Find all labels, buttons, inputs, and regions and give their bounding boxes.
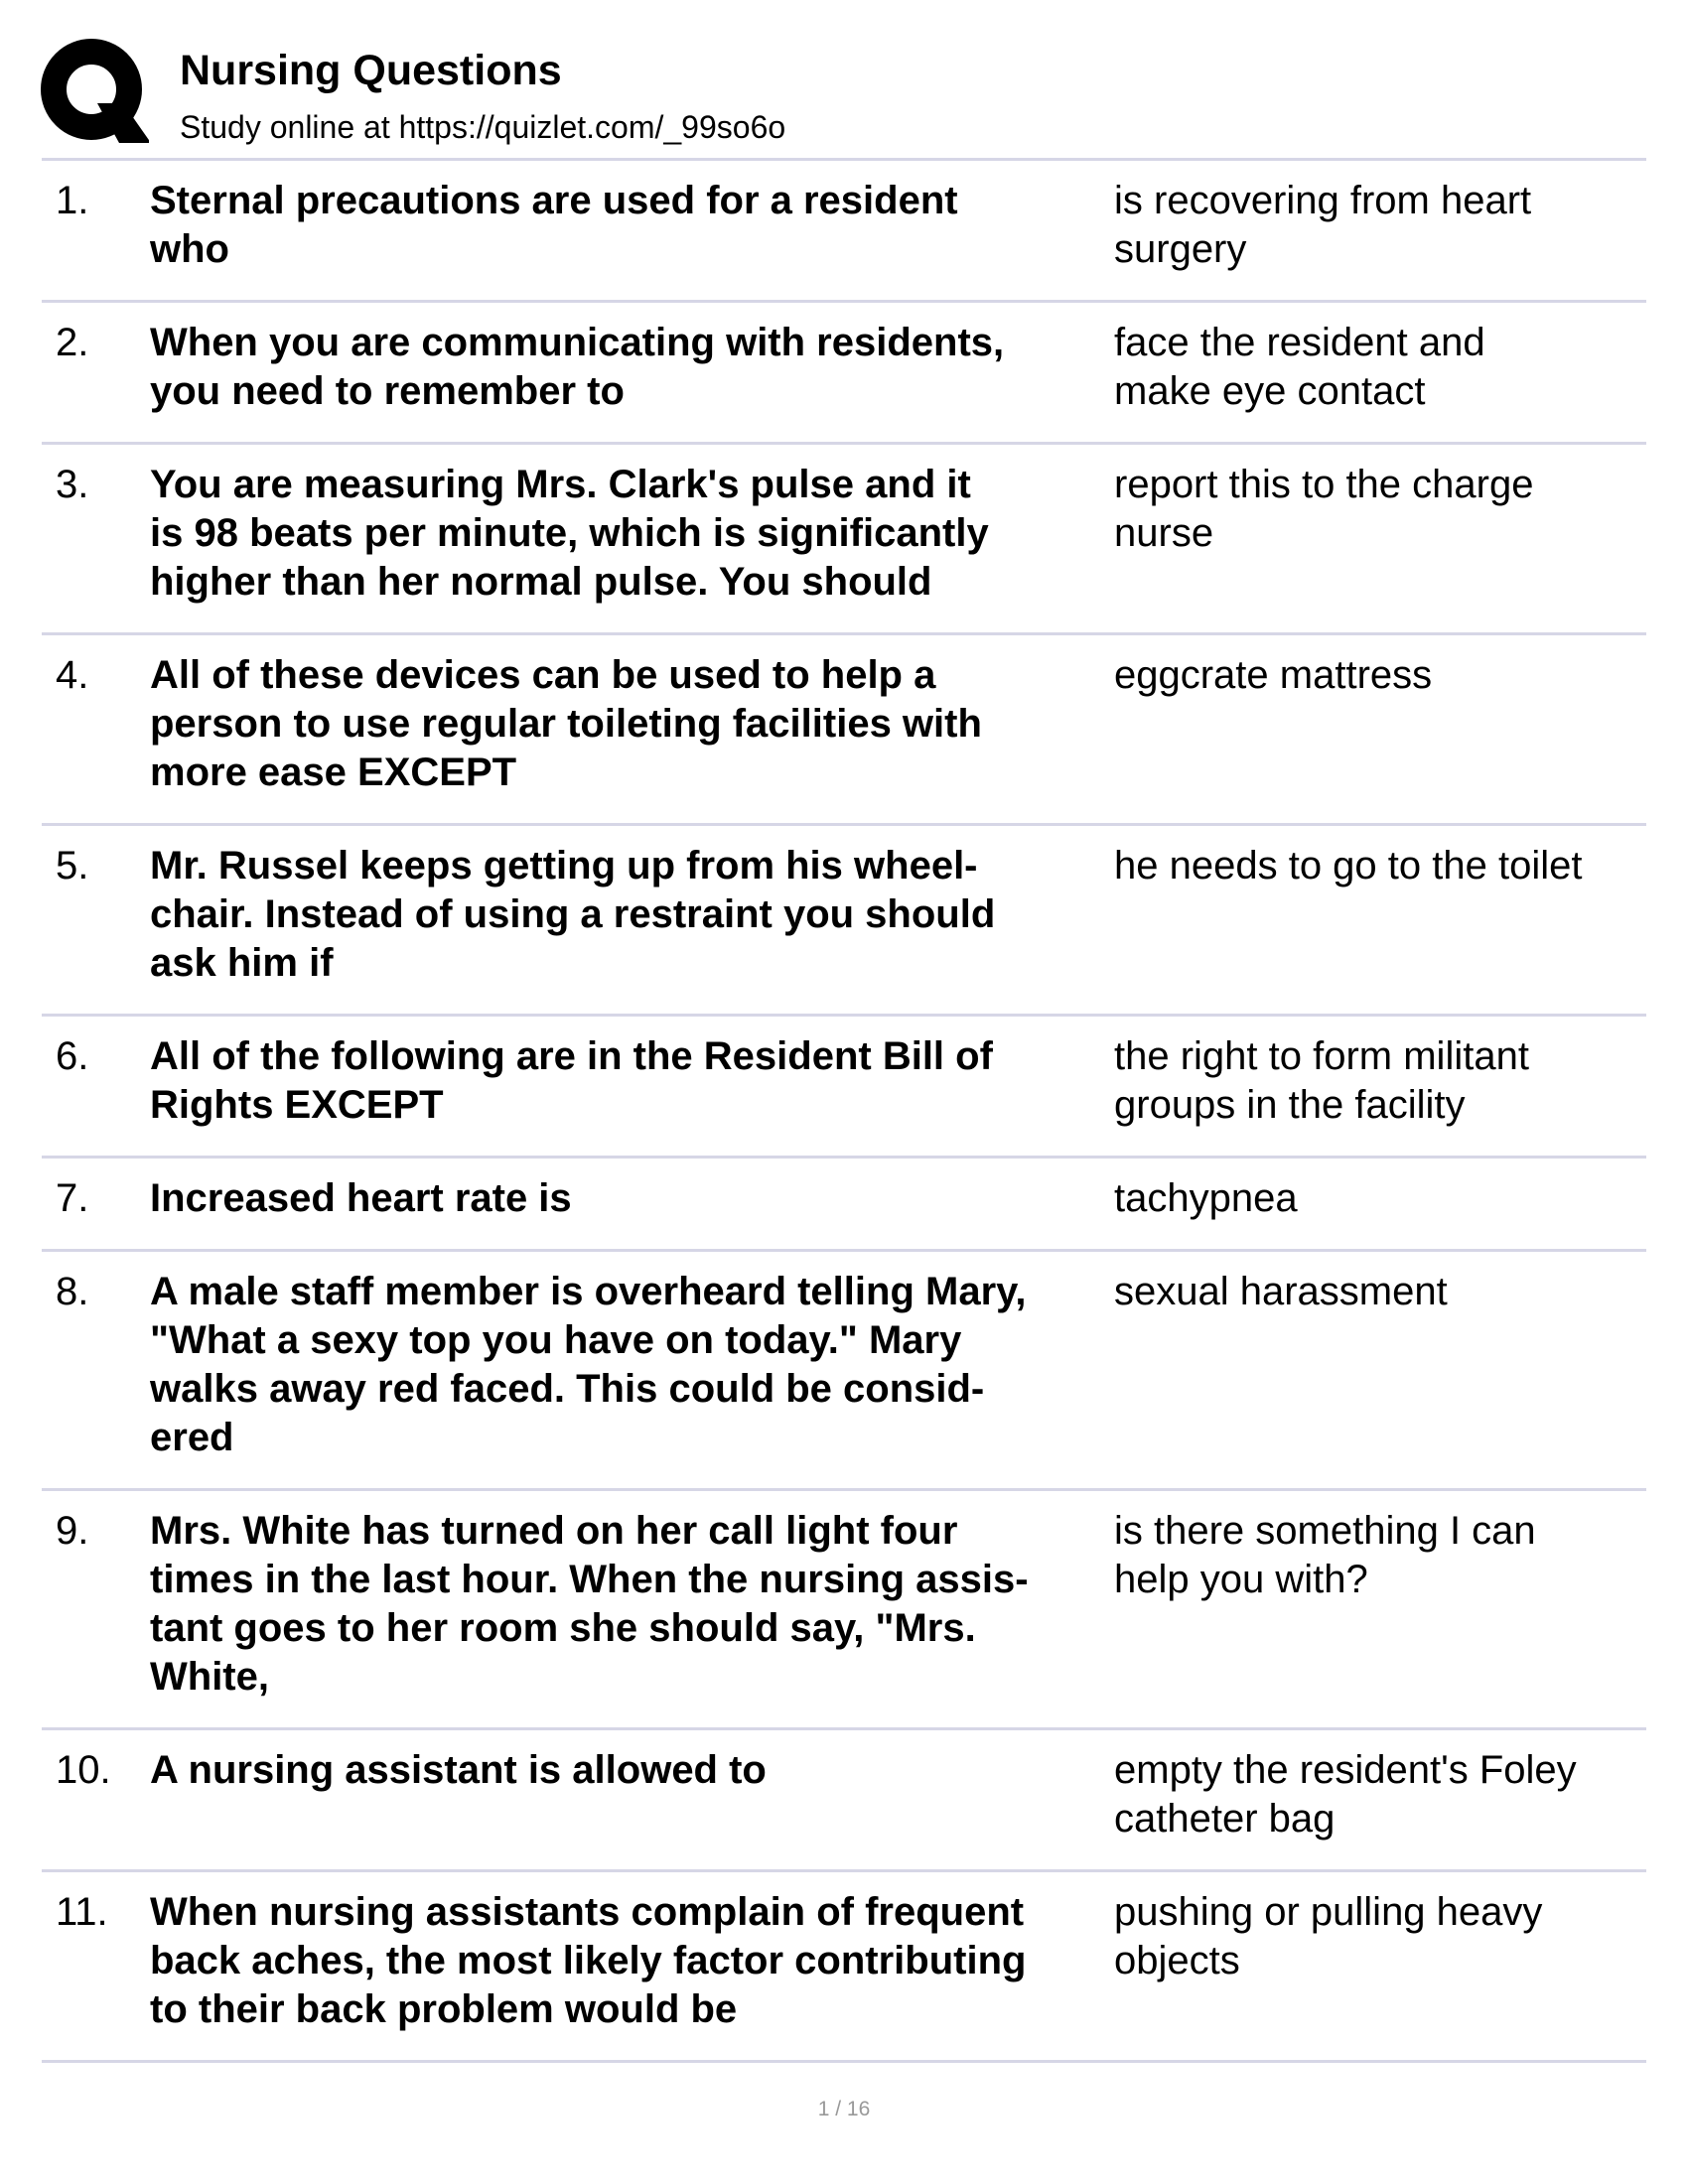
card-term: Mrs. White has turned on her call light four times in the last hour. When the nursing assis- tant goes to her room she should say, "Mrs. White, [150, 1509, 1029, 1699]
card-number: 8. [56, 1270, 89, 1313]
flashcard-row [42, 826, 1646, 1017]
card-number: 1. [56, 179, 89, 222]
flashcard-row [42, 161, 1646, 303]
card-term: A male staff member is overheard telling Mary, "What a sexy top you have on today." Mary walks away red faced. This could be consid- ered [150, 1270, 1027, 1459]
card-definition: the right to form militant groups in the facility [1114, 1034, 1529, 1127]
page-header [40, 38, 1648, 157]
card-number: 4. [56, 653, 89, 697]
flashcard-list [42, 161, 1646, 2063]
card-term: You are measuring Mrs. Clark's pulse and it is 98 beats per minute, which is significantly higher than her normal pulse. You should [150, 463, 989, 604]
card-number: 10. [56, 1748, 111, 1792]
quizlet-q-logo-icon [40, 38, 149, 147]
study-online-link[interactable]: Study online at https://quizlet.com/_99so6o [180, 109, 786, 145]
flashcard-row [42, 1159, 1646, 1252]
card-definition: he needs to go to the toilet [1114, 844, 1583, 887]
card-term: When you are communicating with residents, you need to remember to [150, 321, 1005, 413]
flashcard-row [42, 1491, 1646, 1730]
card-term: A nursing assistant is allowed to [150, 1748, 767, 1792]
flashcard-row [42, 1730, 1646, 1872]
document-title: Nursing Questions [180, 47, 562, 94]
card-term: Mr. Russel keeps getting up from his wheel- chair. Instead of using a restraint you should ask him if [150, 844, 996, 985]
card-definition: sexual harassment [1114, 1270, 1448, 1313]
flashcard-row [42, 1872, 1646, 2063]
card-number: 6. [56, 1034, 89, 1078]
flashcard-row [42, 303, 1646, 445]
card-number: 2. [56, 321, 89, 364]
flashcard-row [42, 1252, 1646, 1491]
card-definition: tachypnea [1114, 1176, 1298, 1220]
card-number: 11. [56, 1890, 108, 1934]
card-term: All of these devices can be used to help a person to use regular toileting facilities with more ease EXCEPT [150, 653, 982, 794]
card-definition: eggcrate mattress [1114, 653, 1433, 697]
card-term: Increased heart rate is [150, 1176, 572, 1220]
card-number: 3. [56, 463, 89, 506]
flashcard-row [42, 445, 1646, 635]
page-indicator: 1 / 16 [817, 2098, 871, 2120]
card-number: 9. [56, 1509, 89, 1553]
card-definition: report this to the charge nurse [1114, 463, 1534, 555]
card-term: Sternal precautions are used for a resident who [150, 179, 958, 271]
flashcard-row [42, 1017, 1646, 1159]
card-definition: empty the resident's Foley catheter bag [1114, 1748, 1577, 1841]
card-definition: pushing or pulling heavy objects [1114, 1890, 1543, 1982]
flashcard-row [42, 635, 1646, 826]
card-definition: face the resident and make eye contact [1114, 321, 1485, 413]
card-definition: is there something I can help you with? [1114, 1509, 1536, 1601]
card-definition: is recovering from heart surgery [1114, 179, 1532, 271]
card-number: 5. [56, 844, 89, 887]
card-term: When nursing assistants complain of frequent back aches, the most likely factor contributing to their back problem would be [150, 1890, 1027, 2031]
card-term: All of the following are in the Resident Bill of Rights EXCEPT [150, 1034, 993, 1127]
card-number: 7. [56, 1176, 89, 1220]
